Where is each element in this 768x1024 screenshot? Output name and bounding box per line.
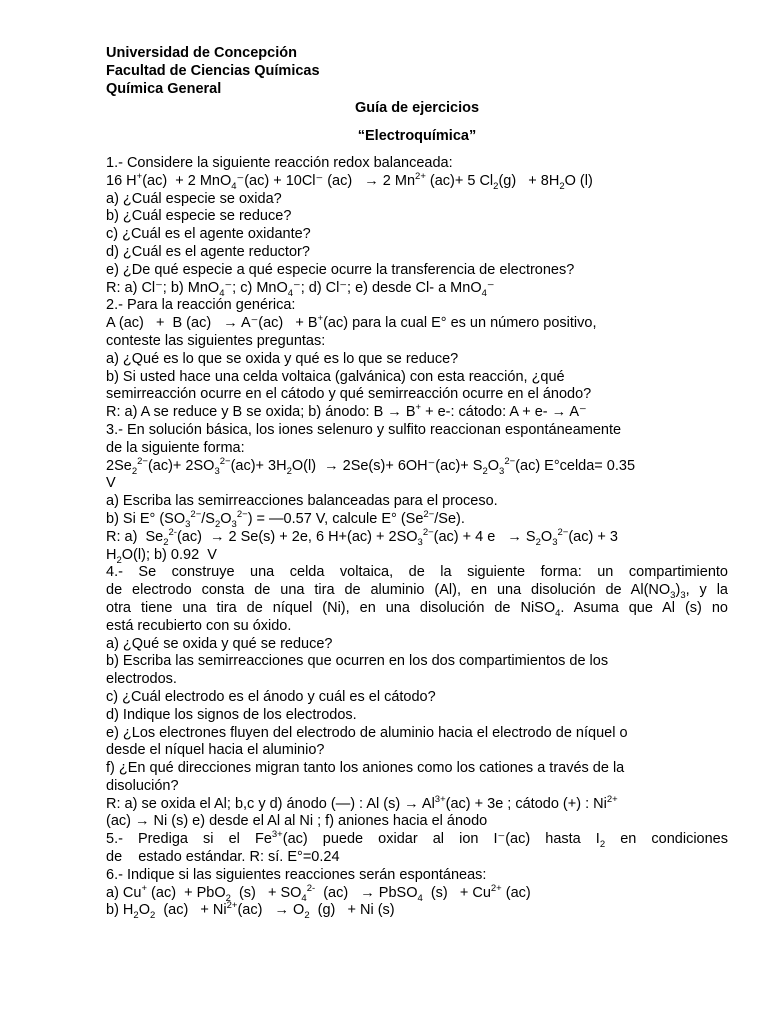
text-line: 6.- Indique si las siguientes reacciones serán espontáneas: [106,866,487,883]
text-line: b) ¿Cuál especie se reduce? [106,208,292,225]
text-line: b) Escriba las semirreacciones que ocurren en los dos compartimientos de los [106,653,609,670]
text-line: 4.- Se construye una celda voltaica, de la siguiente forma: un compartimiento [106,564,728,581]
text-line: R: a) A se reduce y B se oxida; b) ánodo: B → B+ + e-: cátodo: A + e- → A⁻ [106,402,587,421]
text-line: c) ¿Cuál es el agente oxidante? [106,226,311,243]
text-line: d) Indique los signos de los electrodos. [106,706,357,723]
text-line: d) ¿Cuál es el agente reductor? [106,243,310,260]
text-line: a) ¿Cuál especie se oxida? [106,190,282,207]
text-line: $2Se_2^{2-}(ac)+ 2SO_3^{2-}(ac)+ 3H_2O(l) \to 2Se(s)+ 6OH^-(ac)+ S_2O_3^{2-}(ac)$ E°celda= 0.35 [106,455,636,477]
text-line: de electrodo consta de una tira de aluminio (Al), en una disolución de $Al(NO_3)_3$, y la [106,582,729,602]
text-line: a) ¿Qué es lo que se oxida y qué es lo que se reduce? [106,350,459,367]
text-line: R: a) $Se_2^{2-}(ac) \to 2$ Se(s) + 2e, 6 $H+(ac) + 2SO_3^{2-}(ac) + 4$ $e \to S_2O_3^{2-}(ac) + 3$ [106,526,618,548]
text-line: semirreacción ocurre en el cátodo y qué semirreacción ocurre en el ánodo? [106,386,592,403]
text-line: R: a) Cl⁻; b) MnO$_4$⁻; c) MnO$_4$⁻; d) Cl⁻; e) desde Cl- a MnO$_4$⁻ [106,279,495,299]
university-name: Universidad de Concepción [106,45,297,61]
text-line: V [106,475,116,492]
faculty-name: Facultad de Ciencias Químicas [106,63,320,79]
text-line: A (ac) + B (ac) → A⁻(ac) + B+(ac) para la cual E° es un número positivo, [106,313,597,332]
text-line: f) ¿En qué direcciones migran tanto los aniones como los cationes a través de la [106,760,625,777]
text-line: e) ¿De qué especie a qué especie ocurre la transferencia de electrones? [106,261,575,278]
text-line: b) Si usted hace una celda voltaica (galvánica) con esta reacción, ¿qué [106,368,565,385]
text-line: de estado estándar. R: sí. E°=0.24 [106,849,340,866]
text-line: conteste las siguientes preguntas: [106,332,326,349]
text-line: R: a) se oxida el Al; b,c y d) ánodo (—) : Al $(s) \to Al^{3+}(ac) + 3e$ ; cátodo (+) : $Ni^{2+}$ [106,793,618,812]
text-line: (ac) → Ni (s) e) desde el Al al Ni ; f) aniones hacia el ánodo [106,813,488,830]
document-body [106,155,728,920]
text-line: disolución? [106,777,179,794]
text-line: a) ¿Qué se oxida y qué se reduce? [106,635,333,652]
text-line: 2.- Para la reacción genérica: [106,297,296,314]
text-line: a) Cu+ (ac) + PbO$_2$ $(s) + SO_4^{2-}$ (ac) → PbSO$_4$ $(s) + Cu^{2+}$ (ac) [106,882,531,904]
text-line: e) ¿Los electrones fluyen del electrodo de aluminio hacia el electrodo de níquel o [106,724,628,741]
guide-title: Guía de ejercicios [354,100,480,116]
text-line: de la siguiente forma: [106,439,245,456]
text-line: 3.- En solución básica, los iones selenuro y sulfito reaccionan espontáneamente [106,421,622,438]
text-line: otra tiene una tira de níquel (Ni), en una disolución de NiSO$_4$. Asuma que Al (s) no [106,599,728,619]
text-line: c) ¿Cuál electrodo es el ánodo y cuál es el cátodo? [106,688,436,705]
topic-title: “Electroquímica” [357,128,477,144]
text-line: $H_2O(l)$; b) 0.92 V [106,546,217,566]
text-line: desde el níquel hacia el aluminio? [106,742,325,759]
text-line: está recubierto con su óxido. [106,617,292,634]
text-line: 1.- Considere la siguiente reacción redox balanceada: [106,155,453,171]
text-line: a) Escriba las semirreacciones balanceadas para el proceso. [106,493,498,510]
course-name: Química General [106,81,222,97]
text-line: b) Si E° $(SO_3^{2-}/S_2O_3^{2-})$ = —0.57 V, calcule E° $(Se^{2-}/Se)$. [106,509,465,530]
text-line: b) $H_2O_2$ $(ac) + Ni^{2+}(ac) \to O_2$ (g) + Ni (s) [106,900,395,922]
text-line: 5.- Prediga si el $Fe^{3+}(ac)$ puede oxidar al ion I⁻(ac) hasta $I_2$ en condiciones [106,829,728,851]
text-line: 16 H+(ac) + 2 MnO$_4$⁻(ac) + 10Cl⁻ (ac) → 2 $Mn^{2+}$ (ac)+ 5 $Cl_2(g) + 8H_2O$ (l) [106,170,593,192]
text-line: electrodos. [106,671,177,688]
